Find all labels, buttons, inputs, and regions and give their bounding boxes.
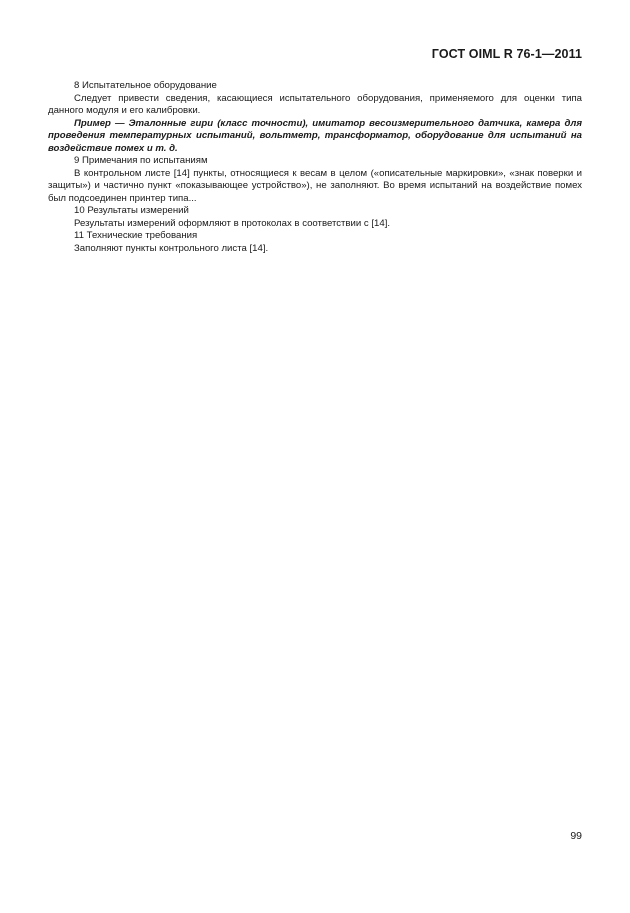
- section-10-heading: 10 Результаты измерений: [74, 205, 189, 216]
- section-10-text: Результаты измерений оформляют в протоколах в соответствии с [14].: [74, 217, 391, 229]
- section-11-heading: 11 Технические требования: [74, 230, 198, 241]
- section-9-heading: 9 Примечания по испытаниям: [74, 155, 208, 166]
- section-8-heading: 8 Испытательное оборудование: [74, 80, 217, 91]
- document-body: [48, 80, 582, 255]
- section-9-text: В контрольном листе [14] пункты, относящиеся к весам в целом («описательные маркировки», «знак поверки и защиты») и частично пункт «показывающее устройство»), не заполняют. Во время испытаний на воздействие помех был подсоединен принтер типа...: [48, 167, 582, 204]
- section-8-text: Следует привести сведения, касающиеся испытательного оборудования, применяемого для оценки типа данного модуля и его калибровки.: [48, 92, 582, 116]
- document-code: ГОСТ OIML R 76-1—2011: [431, 47, 582, 61]
- page-number: 99: [570, 830, 582, 842]
- section-11-text: Заполняют пункты контрольного листа [14].: [74, 242, 269, 254]
- section-8-example: Пример — Эталонные гири (класс точности), имитатор весоизмерительного датчика, камера для проведения температурных испытаний, вольтметр, трансформатор, оборудование для испытаний на воздействие помех и т. д.: [48, 117, 582, 154]
